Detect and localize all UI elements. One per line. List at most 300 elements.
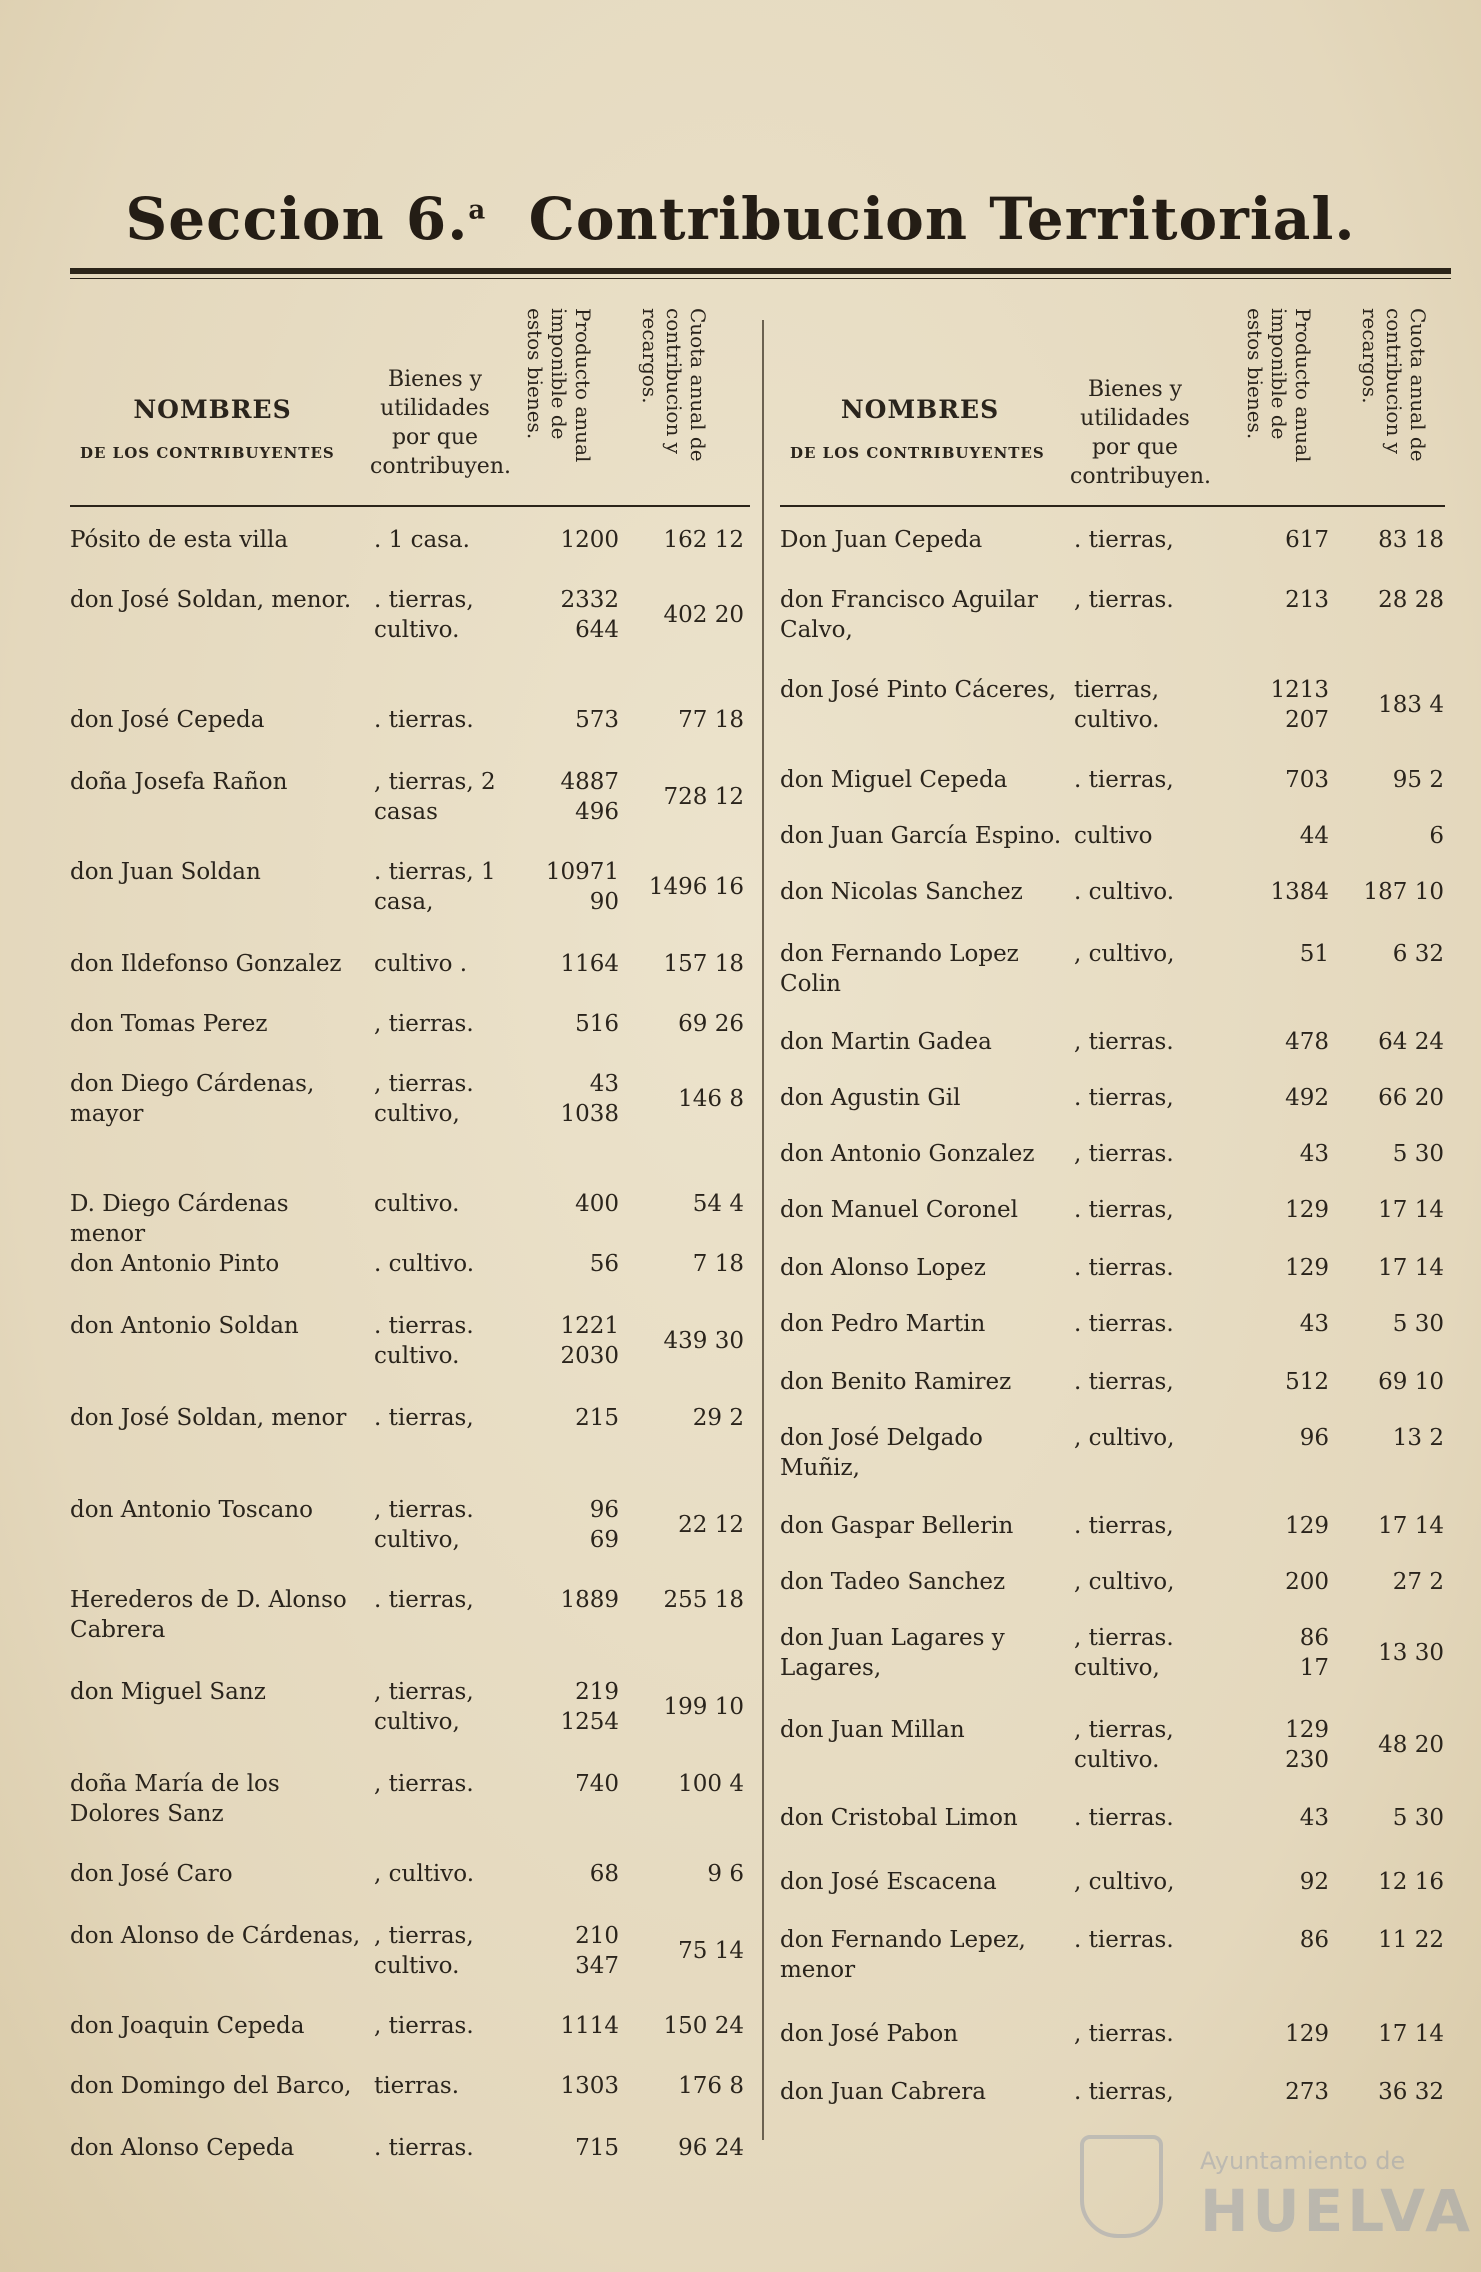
producto-value: 96: [589, 1497, 619, 1523]
producto-cell: [1229, 2019, 1329, 2049]
bienes-cell: . tierras,: [1074, 1197, 1174, 1223]
bienes-cell: , tierras.: [1074, 1141, 1174, 1167]
producto-cell: [1229, 1715, 1329, 1775]
table-row: [70, 1677, 750, 1769]
table-row: [70, 1769, 750, 1859]
bienes-cell: , tierras, 2 casas: [374, 769, 496, 825]
producto-value: 1114: [560, 2013, 619, 2039]
table-row: [780, 765, 1445, 821]
cuota-cell: 402 20: [663, 602, 744, 628]
cuota-cell: 199 10: [663, 1694, 744, 1720]
table-row: [780, 1867, 1445, 1925]
contributor-name: don Antonio Pinto: [70, 1251, 280, 1277]
contributor-name: don Alonso de Cárdenas,: [70, 1923, 361, 1949]
cuota-cell: 7 18: [692, 1251, 744, 1277]
names-header: [70, 395, 355, 462]
cuota-cell: 17 14: [1378, 2021, 1444, 2047]
cuota-header: Cuota anual de contribucion y recargos.: [638, 308, 710, 462]
shield-icon: [1080, 2135, 1163, 2238]
bienes-cell: , tierras.: [374, 1011, 474, 1037]
producto-cell: [1229, 1139, 1329, 1169]
producto-cell: [1229, 675, 1329, 735]
table-row: [70, 585, 750, 705]
producto-value: 1200: [560, 527, 619, 553]
cuota-cell: 17 14: [1378, 1513, 1444, 1539]
table-row: [70, 1403, 750, 1495]
contributor-name: don Diego Cárdenas, mayor: [70, 1071, 315, 1127]
producto-value: 478: [1285, 1029, 1329, 1055]
bienes-cell: . tierras.: [1074, 1805, 1174, 1831]
cuota-cell: 6: [1429, 823, 1444, 849]
producto-cell: [524, 2011, 619, 2041]
producto-value: 200: [1285, 1569, 1329, 1595]
bienes-cell: , tierras. cultivo,: [374, 1071, 474, 1127]
cuota-cell: 22 12: [678, 1512, 744, 1538]
contributor-name: don Juan Lagares y Lagares,: [780, 1625, 1005, 1681]
producto-value: 17: [1299, 1655, 1329, 1681]
table-row: [70, 2011, 750, 2071]
contributor-name: don José Soldan, menor.: [70, 587, 352, 613]
producto-value: 496: [575, 799, 619, 825]
producto-value: 92: [1299, 1869, 1329, 1895]
contributor-name: D. Diego Cárdenas menor: [70, 1191, 289, 1247]
cuota-cell: 13 30: [1378, 1640, 1444, 1666]
contributor-name: don Juan Millan: [780, 1717, 965, 1743]
bienes-cell: . tierras.: [374, 2135, 474, 2161]
producto-value: 400: [575, 1191, 619, 1217]
bienes-cell: , tierras. cultivo,: [374, 1497, 474, 1553]
title-rule-thin: [70, 278, 1451, 279]
producto-cell: [524, 1585, 619, 1615]
contributor-name: don Antonio Toscano: [70, 1497, 313, 1523]
table-row: [780, 1567, 1445, 1623]
table-row: [780, 1423, 1445, 1511]
contributor-name: don Manuel Coronel: [780, 1197, 1018, 1223]
contributor-name: don José Pinto Cáceres,: [780, 677, 1057, 703]
bienes-cell: . tierras.: [1074, 1927, 1174, 1953]
producto-cell: [1229, 1253, 1329, 1283]
table-row: [70, 1189, 750, 1249]
producto-value: 617: [1285, 527, 1329, 553]
producto-value: 1221: [560, 1313, 619, 1339]
producto-value: 1038: [560, 1101, 619, 1127]
producto-value: 86: [1299, 1625, 1329, 1651]
producto-cell: [1229, 1195, 1329, 1225]
watermark-logo: [1080, 2125, 1475, 2255]
bienes-cell: , cultivo.: [374, 1861, 475, 1887]
bienes-cell: , tierras.: [1074, 587, 1174, 613]
contributor-name: don José Pabon: [780, 2021, 959, 2047]
cuota-cell: 83 18: [1378, 527, 1444, 553]
cuota-cell: 28 28: [1378, 587, 1444, 613]
producto-cell: [1229, 1083, 1329, 1113]
table-row: [780, 1253, 1445, 1309]
producto-value: 210: [575, 1923, 619, 1949]
producto-value: 2030: [560, 1343, 619, 1369]
cuota-cell: 6 32: [1392, 941, 1444, 967]
producto-value: 573: [575, 707, 619, 733]
contributor-name: Herederos de D. Alonso Cabrera: [70, 1587, 347, 1643]
producto-cell: [1229, 1623, 1329, 1683]
table-row: [780, 1803, 1445, 1867]
table-row: [70, 2071, 750, 2133]
bienes-cell: . tierras,: [1074, 1085, 1174, 1111]
table-row: [780, 675, 1445, 765]
cuota-cell: 183 4: [1378, 692, 1444, 718]
cuota-cell: 11 22: [1378, 1927, 1444, 1953]
cuota-cell: 69 26: [678, 1011, 744, 1037]
bienes-cell: . tierras. cultivo.: [374, 1313, 474, 1369]
producto-header: Producto anual imponible de estos bienes.: [523, 308, 595, 463]
watermark-line2: HUELVA: [1200, 2177, 1475, 2245]
producto-cell: [1229, 877, 1329, 907]
table-row: [780, 1309, 1445, 1367]
table-row: [780, 1367, 1445, 1423]
bienes-cell: , tierras, cultivo.: [1074, 1717, 1174, 1773]
bienes-cell: . tierras, cultivo.: [374, 587, 474, 643]
names-header: [780, 395, 1060, 462]
producto-value: 492: [1285, 1085, 1329, 1111]
producto-value: 10971: [545, 859, 619, 885]
bienes-cell: , tierras.: [374, 2013, 474, 2039]
producto-value: 512: [1285, 1369, 1329, 1395]
contributor-name: don José Soldan, menor: [70, 1405, 347, 1431]
contributor-name: don Miguel Sanz: [70, 1679, 266, 1705]
producto-value: 43: [1299, 1805, 1329, 1831]
producto-value: 1164: [560, 951, 619, 977]
producto-cell: [524, 1189, 619, 1219]
cuota-cell: 69 10: [1378, 1369, 1444, 1395]
table-row: [70, 857, 750, 949]
bienes-cell: . tierras.: [374, 707, 474, 733]
right-header: [780, 300, 1445, 507]
producto-cell: [524, 1921, 619, 1981]
bienes-cell: . tierras, 1 casa,: [374, 859, 496, 915]
producto-value: 715: [575, 2135, 619, 2161]
producto-cell: [524, 949, 619, 979]
cuota-cell: 13 2: [1392, 1425, 1444, 1451]
bienes-cell: . cultivo.: [374, 1251, 475, 1277]
bienes-cell: , tierras.: [374, 1771, 474, 1797]
table-row: [780, 1715, 1445, 1803]
producto-cell: [524, 1311, 619, 1371]
table-row: [780, 2019, 1445, 2077]
table-row: [780, 1139, 1445, 1195]
contributor-name: don José Delgado Muñiz,: [780, 1425, 983, 1481]
producto-value: 56: [589, 1251, 619, 1277]
producto-cell: [524, 1495, 619, 1555]
bienes-cell: tierras, cultivo.: [1074, 677, 1160, 733]
bienes-cell: , tierras, cultivo.: [374, 1923, 474, 1979]
producto-value: 740: [575, 1771, 619, 1797]
producto-value: 644: [575, 617, 619, 643]
producto-value: 207: [1285, 707, 1329, 733]
cuota-cell: 176 8: [678, 2073, 744, 2099]
producto-value: 69: [589, 1527, 619, 1553]
bienes-cell: , cultivo,: [1074, 1869, 1175, 1895]
table-row: [780, 821, 1445, 877]
bienes-cell: . 1 casa.: [374, 527, 470, 553]
right-column: [780, 300, 1445, 2117]
title-rule: [70, 268, 1451, 274]
cuota-cell: 36 32: [1378, 2079, 1444, 2105]
producto-value: 68: [589, 1861, 619, 1887]
contributor-name: don Benito Ramirez: [780, 1369, 1012, 1395]
cuota-cell: 54 4: [692, 1191, 744, 1217]
producto-value: 230: [1285, 1747, 1329, 1773]
right-rows: [780, 525, 1445, 2117]
contributor-name: don Tomas Perez: [70, 1011, 268, 1037]
cuota-cell: 48 20: [1378, 1732, 1444, 1758]
producto-cell: [524, 1769, 619, 1799]
title-rest: Contribucion Territorial.: [528, 185, 1356, 253]
contributor-name: don José Escacena: [780, 1869, 997, 1895]
producto-value: 1384: [1270, 879, 1329, 905]
bienes-cell: . tierras,: [1074, 1513, 1174, 1539]
contributor-name: don Domingo del Barco,: [70, 2073, 352, 2099]
producto-value: 129: [1285, 1197, 1329, 1223]
bienes-cell: . cultivo.: [1074, 879, 1175, 905]
producto-cell: [1229, 1309, 1329, 1339]
title-section: Seccion 6.: [125, 185, 469, 253]
producto-value: 516: [575, 1011, 619, 1037]
contributor-name: don Nicolas Sanchez: [780, 879, 1023, 905]
contributor-name: don Ildefonso Gonzalez: [70, 951, 342, 977]
cuota-cell: 187 10: [1363, 879, 1444, 905]
producto-cell: [524, 1009, 619, 1039]
table-row: [70, 1249, 750, 1311]
watermark-line1: Ayuntamiento de: [1200, 2147, 1406, 2175]
table-row: [780, 1083, 1445, 1139]
contributor-name: don Juan Soldan: [70, 859, 261, 885]
producto-cell: [1229, 1925, 1329, 1955]
cuota-cell: 255 18: [663, 1587, 744, 1613]
cuota-cell: 75 14: [678, 1938, 744, 1964]
producto-cell: [524, 767, 619, 827]
bienes-cell: . tierras,: [1074, 1369, 1174, 1395]
cuota-cell: 27 2: [1392, 1569, 1444, 1595]
table-row: [70, 525, 750, 585]
bienes-cell: cultivo: [1074, 823, 1153, 849]
contributor-name: don Cristobal Limon: [780, 1805, 1018, 1831]
table-row: [780, 1623, 1445, 1715]
table-row: [780, 1027, 1445, 1083]
table-row: [780, 1925, 1445, 2019]
contributor-name: don Fernando Lepez, menor: [780, 1927, 1026, 1983]
table-row: [70, 1495, 750, 1585]
cuota-cell: 95 2: [1392, 767, 1444, 793]
table-row: [70, 705, 750, 767]
contributor-name: Pósito de esta villa: [70, 527, 289, 553]
cuota-cell: 439 30: [663, 1328, 744, 1354]
contributor-name: don Miguel Cepeda: [780, 767, 1008, 793]
bienes-cell: , cultivo,: [1074, 1425, 1175, 1451]
contributor-name: don Fernando Lopez Colin: [780, 941, 1019, 997]
cuota-cell: 17 14: [1378, 1197, 1444, 1223]
producto-cell: [524, 1069, 619, 1129]
bienes-cell: . tierras,: [1074, 767, 1174, 793]
bienes-cell: , tierras, cultivo,: [374, 1679, 474, 1735]
producto-cell: [1229, 1867, 1329, 1897]
bienes-cell: cultivo.: [374, 1191, 460, 1217]
contributor-name: don Gaspar Bellerin: [780, 1513, 1014, 1539]
producto-value: 2332: [560, 587, 619, 613]
left-rows: [70, 525, 750, 2173]
producto-cell: [1229, 1567, 1329, 1597]
contributor-name: don Joaquin Cepeda: [70, 2013, 305, 2039]
bienes-cell: . tierras,: [374, 1405, 474, 1431]
left-header: [70, 300, 750, 507]
cuota-cell: 1496 16: [648, 874, 744, 900]
producto-value: 43: [589, 1071, 619, 1097]
contributor-name: don Martin Gadea: [780, 1029, 992, 1055]
table-row: [70, 2133, 750, 2173]
bienes-cell: tierras.: [374, 2073, 460, 2099]
producto-value: 86: [1299, 1927, 1329, 1953]
table-row: [70, 767, 750, 857]
column-divider: [762, 320, 764, 2140]
bienes-cell: . tierras,: [1074, 527, 1174, 553]
producto-cell: [1229, 1803, 1329, 1833]
producto-value: 703: [1285, 767, 1329, 793]
producto-cell: [524, 2071, 619, 2101]
producto-cell: [1229, 2077, 1329, 2107]
producto-value: 347: [575, 1953, 619, 1979]
producto-cell: [1229, 939, 1329, 969]
contributor-name: doña Josefa Rañon: [70, 769, 288, 795]
cuota-cell: 12 16: [1378, 1869, 1444, 1895]
producto-value: 1254: [560, 1709, 619, 1735]
producto-value: 129: [1285, 2021, 1329, 2047]
cuota-cell: 157 18: [663, 951, 744, 977]
names-header-line2: DE LOS CONTRIBUYENTES: [790, 444, 1045, 462]
producto-cell: [524, 1859, 619, 1889]
producto-value: 43: [1299, 1311, 1329, 1337]
table-row: [780, 877, 1445, 939]
cuota-cell: 9 6: [707, 1861, 744, 1887]
bienes-cell: cultivo .: [374, 951, 468, 977]
producto-value: 129: [1285, 1255, 1329, 1281]
producto-cell: [1229, 1423, 1329, 1453]
bienes-cell: . tierras.: [1074, 1311, 1174, 1337]
contributor-name: don Pedro Martin: [780, 1311, 986, 1337]
producto-value: 1303: [560, 2073, 619, 2099]
producto-cell: [1229, 585, 1329, 615]
cuota-cell: 100 4: [678, 1771, 744, 1797]
contributor-name: don Alonso Lopez: [780, 1255, 986, 1281]
cuota-cell: 146 8: [678, 1086, 744, 1112]
producto-cell: [524, 705, 619, 735]
producto-cell: [1229, 525, 1329, 555]
table-row: [70, 1921, 750, 2011]
producto-cell: [524, 585, 619, 645]
producto-value: 51: [1299, 941, 1329, 967]
producto-value: 129: [1285, 1717, 1329, 1743]
cuota-cell: 29 2: [692, 1405, 744, 1431]
contributor-name: don Alonso Cepeda: [70, 2135, 295, 2161]
producto-value: 129: [1285, 1513, 1329, 1539]
names-header-line1: NOMBRES: [840, 395, 1000, 424]
left-column: [70, 300, 750, 2173]
cuota-cell: 150 24: [663, 2013, 744, 2039]
bienes-cell: , cultivo,: [1074, 1569, 1175, 1595]
producto-cell: [524, 1403, 619, 1433]
page-title: [0, 185, 1481, 253]
producto-header: Producto anual imponible de estos bienes.: [1243, 308, 1315, 463]
producto-value: 1213: [1270, 677, 1329, 703]
contributor-name: don Juan García Espino.: [780, 823, 1062, 849]
table-row: [70, 1069, 750, 1189]
cuota-cell: 162 12: [663, 527, 744, 553]
producto-cell: [1229, 1511, 1329, 1541]
producto-cell: [524, 1677, 619, 1737]
table-row: [70, 1009, 750, 1069]
producto-value: 4887: [560, 769, 619, 795]
cuota-cell: 64 24: [1378, 1029, 1444, 1055]
producto-cell: [1229, 765, 1329, 795]
table-row: [780, 939, 1445, 1027]
table-row: [780, 525, 1445, 585]
cuota-cell: 5 30: [1392, 1311, 1444, 1337]
cuota-cell: 728 12: [663, 784, 744, 810]
table-row: [70, 1585, 750, 1677]
table-row: [780, 1511, 1445, 1567]
names-header-line2: DE LOS CONTRIBUYENTES: [80, 444, 335, 462]
bienes-header: Bienes y utilidades por que contribuyen.: [1070, 377, 1211, 489]
bienes-cell: , tierras.: [1074, 1029, 1174, 1055]
cuota-cell: 66 20: [1378, 1085, 1444, 1111]
producto-cell: [1229, 1027, 1329, 1057]
table-row: [70, 949, 750, 1009]
contributor-name: don Antonio Gonzalez: [780, 1141, 1035, 1167]
cuota-cell: 5 30: [1392, 1141, 1444, 1167]
cuota-cell: 5 30: [1392, 1805, 1444, 1831]
table-row: [780, 585, 1445, 675]
cuota-header: Cuota anual de contribucion y recargos.: [1358, 308, 1430, 462]
producto-value: 44: [1299, 823, 1329, 849]
producto-value: 1889: [560, 1587, 619, 1613]
producto-cell: [524, 525, 619, 555]
bienes-header: Bienes y utilidades por que contribuyen.: [370, 367, 511, 479]
producto-cell: [1229, 1367, 1329, 1397]
producto-value: 213: [1285, 587, 1329, 613]
bienes-cell: . tierras.: [1074, 1255, 1174, 1281]
producto-value: 219: [575, 1679, 619, 1705]
contributor-name: don Juan Cabrera: [780, 2079, 986, 2105]
table-row: [780, 2077, 1445, 2117]
producto-cell: [1229, 821, 1329, 851]
contributor-name: don Francisco Aguilar Calvo,: [780, 587, 1038, 643]
producto-value: 273: [1285, 2079, 1329, 2105]
producto-cell: [524, 857, 619, 917]
contributor-name: don José Caro: [70, 1861, 233, 1887]
bienes-cell: , cultivo,: [1074, 941, 1175, 967]
cuota-cell: 17 14: [1378, 1255, 1444, 1281]
contributor-name: don Tadeo Sanchez: [780, 1569, 1006, 1595]
cuota-cell: 77 18: [678, 707, 744, 733]
bienes-cell: . tierras,: [1074, 2079, 1174, 2105]
names-header-line1: NOMBRES: [133, 395, 292, 424]
cuota-cell: 96 24: [678, 2135, 744, 2161]
producto-value: 90: [589, 889, 619, 915]
bienes-cell: , tierras. cultivo,: [1074, 1625, 1174, 1681]
contributor-name: Don Juan Cepeda: [780, 527, 983, 553]
contributor-name: don Agustin Gil: [780, 1085, 961, 1111]
producto-cell: [524, 2133, 619, 2163]
bienes-cell: , tierras.: [1074, 2021, 1174, 2047]
contributor-name: doña María de los Dolores Sanz: [70, 1771, 280, 1827]
table-row: [780, 1195, 1445, 1253]
